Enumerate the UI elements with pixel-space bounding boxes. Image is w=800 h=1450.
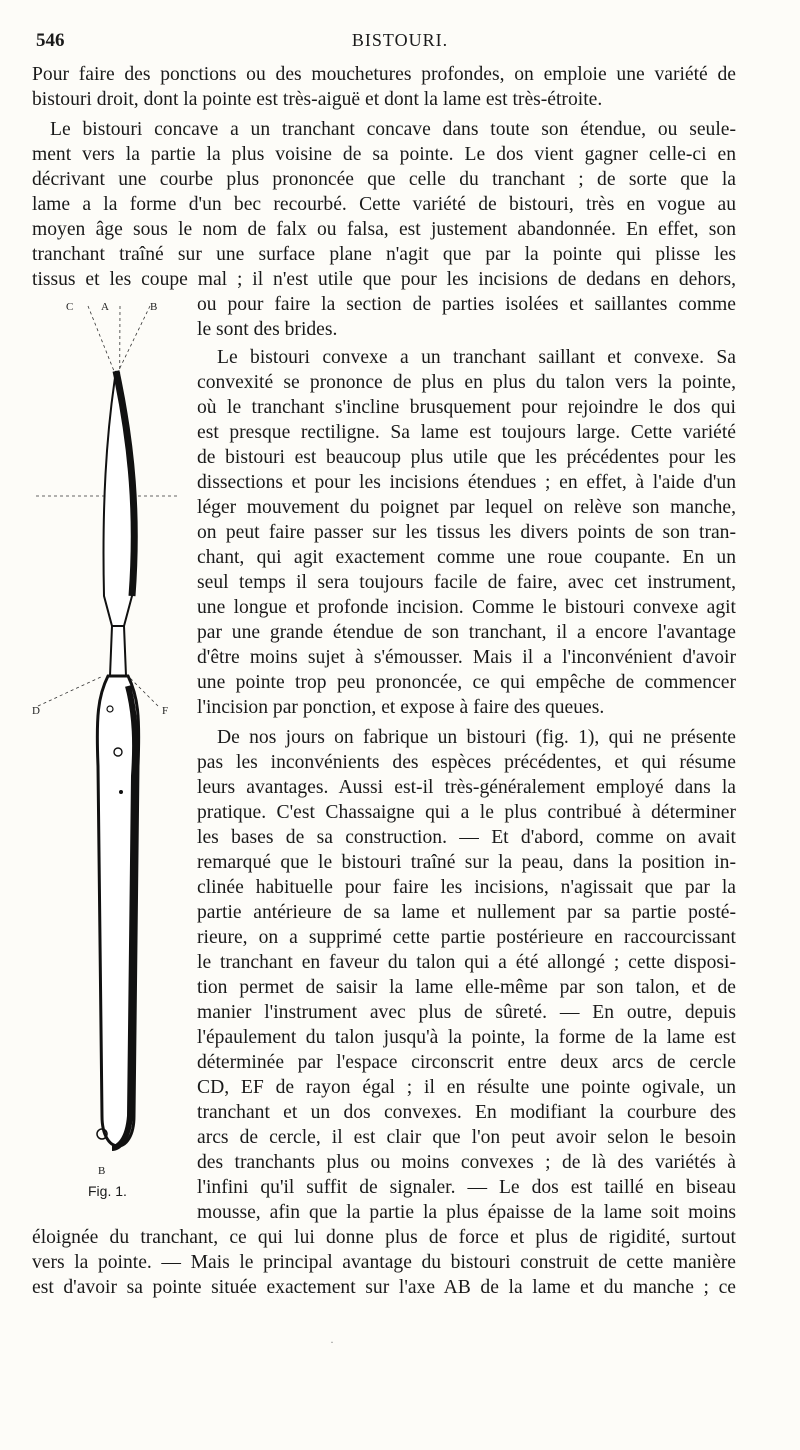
text-line: l'épaulement du talon jusqu'à la pointe, la forme de la lame est [197, 1027, 736, 1048]
text-line: CD, EF de rayon égal ; il en résulte une pointe ogivale, un [197, 1077, 736, 1098]
page-header [36, 30, 764, 56]
text-line: seul temps il sera toujours facile de faire, avec cet instrument, [197, 572, 736, 593]
text-line: tranchant et un dos convexes. En modifiant la courbure des [197, 1102, 736, 1123]
figure-caption: Fig. 1. [88, 1183, 127, 1199]
label-b-top: B [150, 301, 158, 313]
text-line: déterminée par l'espace circonscrit entre deux arcs de cercle [197, 1052, 736, 1073]
text-line: tion permet de saisir la lame elle-même par son talon, et de [197, 977, 736, 998]
text-line: pas les inconvénients des espèces précédentes, et qui résume [197, 752, 736, 773]
text-line: tranchant traîné sur une surface plane n'agit que par la pointe qui plisse les [32, 244, 736, 265]
text-line: leurs avantages. Aussi est-il très-généralement employé dans la [197, 777, 736, 798]
page-number: 546 [36, 30, 65, 51]
text-line: par une grande étendue de son tranchant, il a encore l'avantage [197, 622, 736, 643]
text-line: lame a la forme d'un bec recourbé. Cette variété de bistouri, très en vogue au [32, 194, 736, 215]
text-line: vers la pointe. — Mais le principal avantage du bistouri construit de cette manière [32, 1252, 736, 1273]
text-line: convexité se prononce de plus en plus du talon vers la pointe, [197, 372, 736, 393]
text-line: Le bistouri concave a un tranchant concave dans toute son étendue, ou seule- [50, 119, 736, 140]
label-c: C [66, 301, 74, 313]
text-line: on peut faire passer sur les tissus les divers points de son tran- [197, 522, 736, 543]
label-f: F [162, 705, 169, 717]
bistouri-illustration [28, 296, 183, 1196]
text-line: Le bistouri convexe a un tranchant saillant et convexe. Sa [217, 347, 736, 368]
text-line: De nos jours on fabrique un bistouri (fig. 1), qui ne présente [217, 727, 736, 748]
text-line: une longue et profonde incision. Comme le bistouri convexe agit [197, 597, 736, 618]
running-title: BISTOURI. [351, 30, 449, 50]
text-line: est d'avoir sa pointe située exactement sur l'axe AB de la lame et du manche ; ce [32, 1277, 736, 1298]
text-line: décrivant une courbe plus prononcée que celle du tranchant ; de sorte que la [32, 169, 736, 190]
text-line: remarqué que le bistouri traîné sur la peau, dans la position in- [197, 852, 736, 873]
label-d: D [32, 705, 40, 717]
text-line: éloignée du tranchant, ce qui lui donne plus de force et plus de rigidité, surtout [32, 1227, 736, 1248]
text-line: arcs de cercle, il est clair que l'on peut avoir selon le besoin [197, 1127, 736, 1148]
text-line: où le tranchant s'incline brusquement pour rejoindre le dos qui [197, 397, 736, 418]
text-line: chant, qui agit exactement comme une roue coupante. En un [197, 547, 736, 568]
text-line: le tranchant en faveur du talon qui a été allongé ; cette disposi- [197, 952, 736, 973]
text-line: des tranchants plus ou moins convexes ; de là des variétés à [197, 1152, 736, 1173]
text-line: partie antérieure de sa lame et nullement par sa partie posté- [197, 902, 736, 923]
text-line: léger mouvement du poignet par lequel on relève son manche, [197, 497, 736, 518]
text-line: l'infini qu'il suffit de signaler. — Le dos est taillé en biseau [197, 1177, 736, 1198]
label-a: A [101, 301, 109, 313]
text-line: ment vers la partie la plus voisine de sa pointe. Le dos vient gagner celle-ci en [32, 144, 736, 165]
print-speck: · [330, 1335, 334, 1349]
text-line: dissections et pour les incisions étendues ; en effet, à l'aide d'un [197, 472, 736, 493]
text-line: tissus et les coupe mal ; il n'est utile que pour les incisions de dedans en dehors, [32, 269, 736, 290]
text-line: rieure, on a supprimé cette partie postérieure en raccourcissant [197, 927, 736, 948]
figure-bistouri [28, 296, 183, 1196]
text-line: les bases de sa construction. — Et d'abord, comme on avait [197, 827, 736, 848]
text-line: le sont des brides. [197, 319, 338, 340]
text-line: manier l'instrument avec plus de sûreté. — En outre, depuis [197, 1002, 736, 1023]
text-line: moyen âge sous le nom de falx ou falsa, est justement abandonnée. En effet, son [32, 219, 736, 240]
text-line: de bistouri est beaucoup plus utile que les précédentes pour les [197, 447, 736, 468]
text-line: clinée habituelle pour faire les incisions, n'agissait que par la [197, 877, 736, 898]
label-b-bottom: B [98, 1165, 106, 1177]
text-line: l'incision par ponction, et expose à faire des queues. [197, 697, 605, 718]
text-line: bistouri droit, dont la pointe est très-aiguë et dont la lame est très-étroite. [32, 89, 603, 110]
text-line: d'être moins sujet à s'émousser. Mais il a l'inconvénient d'avoir [197, 647, 736, 668]
text-line: Pour faire des ponctions ou des mouchetures profondes, on emploie une variété de [32, 64, 736, 85]
text-line: mousse, afin que la partie la plus épaisse de la lame soit moins [197, 1202, 736, 1223]
text-line: ou pour faire la section de parties isolées et saillantes comme [197, 294, 736, 315]
text-line: une pointe trop peu prononcée, ce qui empêche de commencer [197, 672, 736, 693]
text-line: est presque rectiligne. Sa lame est toujours large. Cette variété [197, 422, 736, 443]
text-line: pratique. C'est Chassaigne qui a le plus contribué à déterminer [197, 802, 736, 823]
